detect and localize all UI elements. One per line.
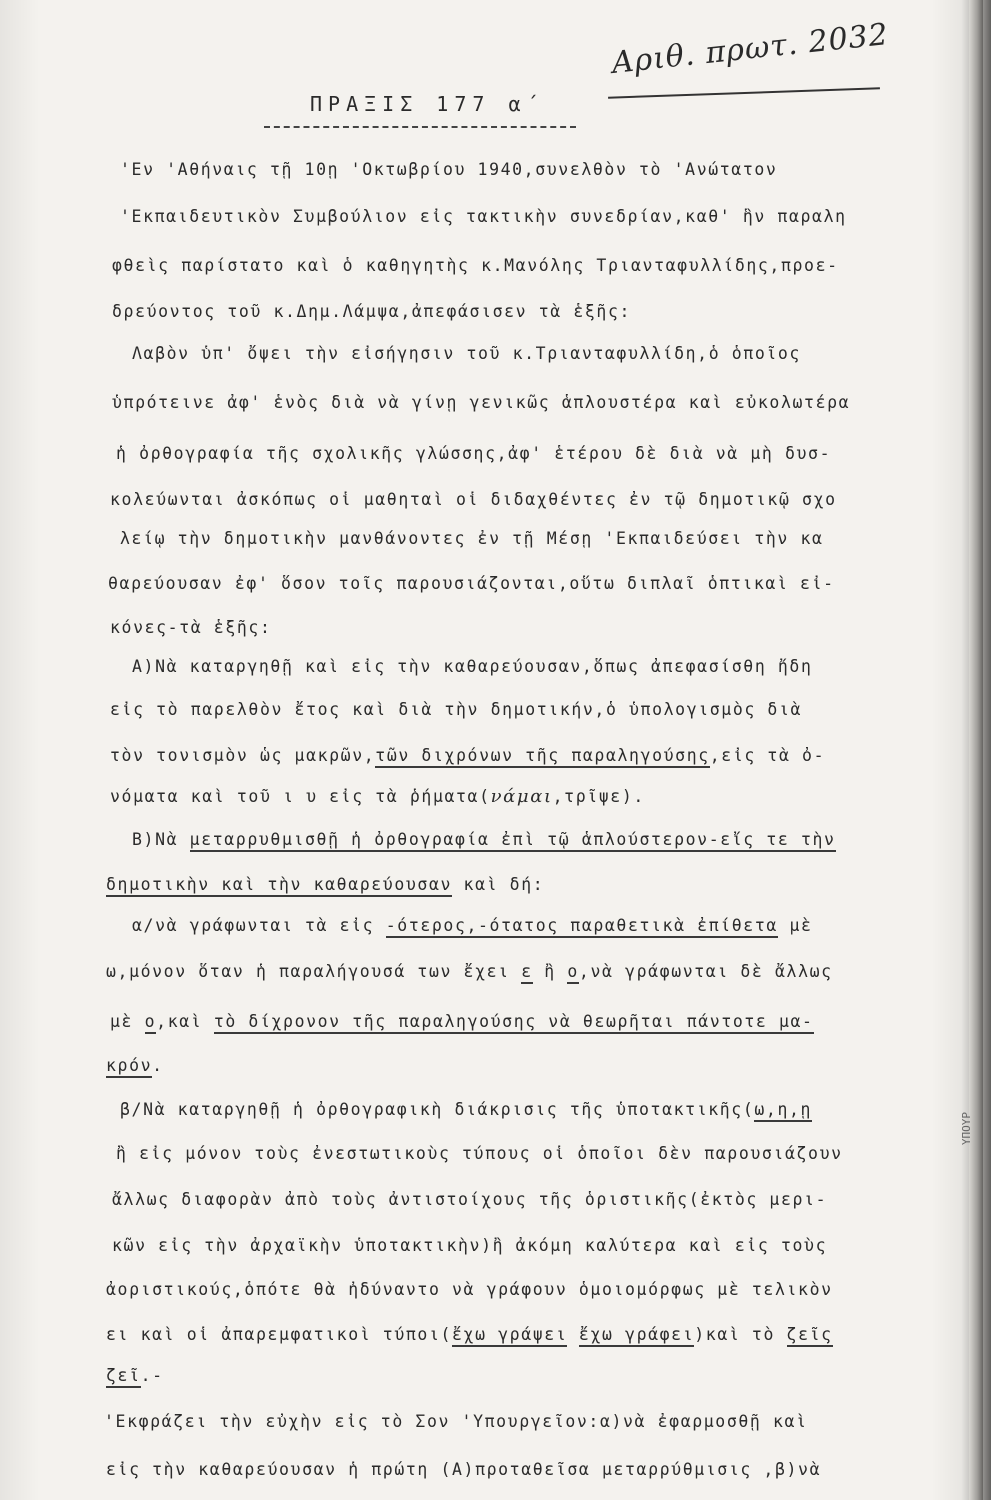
text-line-21: κρόν. [106,1056,164,1075]
underlined-phrase: τῶν διχρόνων τῆς παραληγούσης [375,746,709,768]
text-line-25: κῶν εἰς τὴν ἀρχαϊκὴν ὑποτακτικὴν)ἢ ἀκόμη καλύτερα καὶ εἰς τοὺς [112,1236,828,1255]
text-line-17: δημοτικὴν καὶ τὴν καθαρεύουσαν καὶ δή: [106,875,544,894]
reference-underline [608,87,880,98]
text-line-29: 'Εκφράζει τὴν εὐχὴν εἰς τὸ Σον 'Υπουργεῖον:α)νὰ ἐφαρμοσθῇ καὶ [104,1412,808,1431]
text-line-18: α/νὰ γράφωνται τὰ εἰς -ότερος,-ότατος παραθετικὰ ἐπίθετα μὲ [132,916,813,935]
scan-edge [969,0,983,1500]
text-line-13: εἰς τὸ παρελθὸν ἔτος καὶ διὰ τὴν δημοτικήν,ὁ ὑπολογισμὸς διὰ [110,700,803,719]
text-line-5: Λαβὸν ὑπ' ὄψει τὴν εἰσήγησιν τοῦ κ.Τριανταφυλλίδη,ὁ ὁποῖος [132,344,801,363]
text-line-8: κολεύωνται ἀσκόπως οἱ μαθηταὶ οἱ διδαχθέντες ἐν τῷ δημοτικῷ σχο [110,490,837,509]
text-line-1: 'Εν 'Αθήναις τῇ 10ῃ 'Οκτωβρίου 1940,συνελθὸν τὸ 'Ανώτατον [120,160,778,179]
text-line-12: Α)Νὰ καταργηθῇ καὶ εἰς τὴν καθαρεύουσαν,ὅπως ἀπεφασίσθη ἤδη [132,657,813,676]
text-line-3: φθεὶς παρίστατο καὶ ὁ καθηγητὴς κ.Μανόλης Τριανταφυλλίδης,προε- [112,256,839,275]
text-line-11: κόνες-τὰ ἑξῆς: [110,618,272,637]
text-line-9: λείῳ τὴν δημοτικὴν μανθάνοντες ἐν τῇ Μέσῃ 'Εκπαιδεύσει τὴν κα [120,529,824,548]
text-line-10: θαρεύουσαν ἐφ' ὅσον τοῖς παρουσιάζονται,οὕτω διπλαῖ ὁπτικαὶ εἰ- [108,574,835,593]
text-line-4: δρεύοντος τοῦ κ.Δημ.Λάμψα,ἀπεφάσισεν τὰ ἑξῆς: [112,302,632,321]
text-line-30: εἰς τὴν καθαρεύουσαν ἡ πρώτη (Α)προταθεῖσα μεταρρύθμισις ,β)νὰ [106,1460,822,1479]
underlined-phrase: τὸ δίχρονον τῆς παραληγούσης νὰ θεωρῆται πάντοτε μα- [214,1012,814,1034]
text-line-7: ἡ ὀρθογραφία τῆς σχολικῆς γλώσσης,ἀφ' ἑτέρου δὲ διὰ νὰ μὴ δυσ- [116,444,832,463]
underlined-phrase: -ότερος,-ότατος παραθετικὰ ἐπίθετα [386,916,778,938]
title-underline [264,126,576,128]
handwritten-insertion: νάμαι [490,786,553,807]
margin-note: ΥΠΟΥΡ [960,1111,974,1146]
text-line-16: Β)Νὰ μεταρρυθμισθῇ ἡ ὀρθογραφία ἐπὶ τῷ ἁπλούστερον-εἴς τε τὴν [132,830,836,849]
text-line-24: ἄλλως διαφορὰν ἀπὸ τοὺς ἀντιστοίχους τῆς ὁριστικῆς(ἐκτὸς μερι- [112,1190,828,1209]
handwritten-reference-number: Αριθ. πρωτ. 2032 [610,17,891,81]
underlined-phrase: δημοτικὴν καὶ τὴν καθαρεύουσαν [106,875,452,897]
text-line-22: β/Νὰ καταργηθῇ ἡ ὀρθογραφικὴ διάκρισις τῆς ὑποτακτικῆς(ω,η,ῃ [120,1100,812,1119]
text-line-27: ει καὶ οἱ ἀπαρεμφατικοὶ τύποι(ἔχω γράψει ἔχω γράφει)καὶ τὸ ζεῖς [106,1325,833,1344]
text-line-6: ὑπρότεινε ἀφ' ἑνὸς διὰ νὰ γίνῃ γενικῶς ἁπλουστέρα καὶ εὐκολωτέρα [112,393,851,412]
text-line-28: ζεῖ.- [106,1366,164,1385]
text-line-20: μὲ ο,καὶ τὸ δίχρονον τῆς παραληγούσης νὰ θεωρῆται πάντοτε μα- [110,1012,814,1031]
text-line-2: 'Εκπαιδευτικὸν Συμβούλιον εἰς τακτικὴν συνεδρίαν,καθ' ἣν παραλη [120,207,847,226]
document-title: ΠΡΑΞΙΣ 177 α΄ [310,92,545,116]
text-line-26: ἀοριστικούς,ὁπότε θὰ ἠδύναντο νὰ γράφουν ὁμοιομόρφως μὲ τελικὸν [106,1280,833,1299]
text-line-19: ω,μόνον ὅταν ἡ παραλήγουσά των ἔχει ε ἢ ο,νὰ γράφωνται δὲ ἄλλως [106,962,833,981]
underlined-phrase: μεταρρυθμισθῇ ἡ ὀρθογραφία ἐπὶ τῷ ἁπλούστερον-εἴς τε τὴν [190,830,836,852]
text-line-23: ἢ εἰς μόνον τοὺς ἐνεστωτικοὺς τύπους οἱ ὁποῖοι δὲν παρουσιάζουν [116,1144,843,1163]
text-line-14: τὸν τονισμὸν ὡς μακρῶν,τῶν διχρόνων τῆς παραληγούσης,εἰς τὰ ὀ- [110,746,825,765]
text-line-15: νόματα καὶ τοῦ ι υ εἰς τὰ ῥήματα(νάμαι,τρῖψε). [110,786,645,807]
